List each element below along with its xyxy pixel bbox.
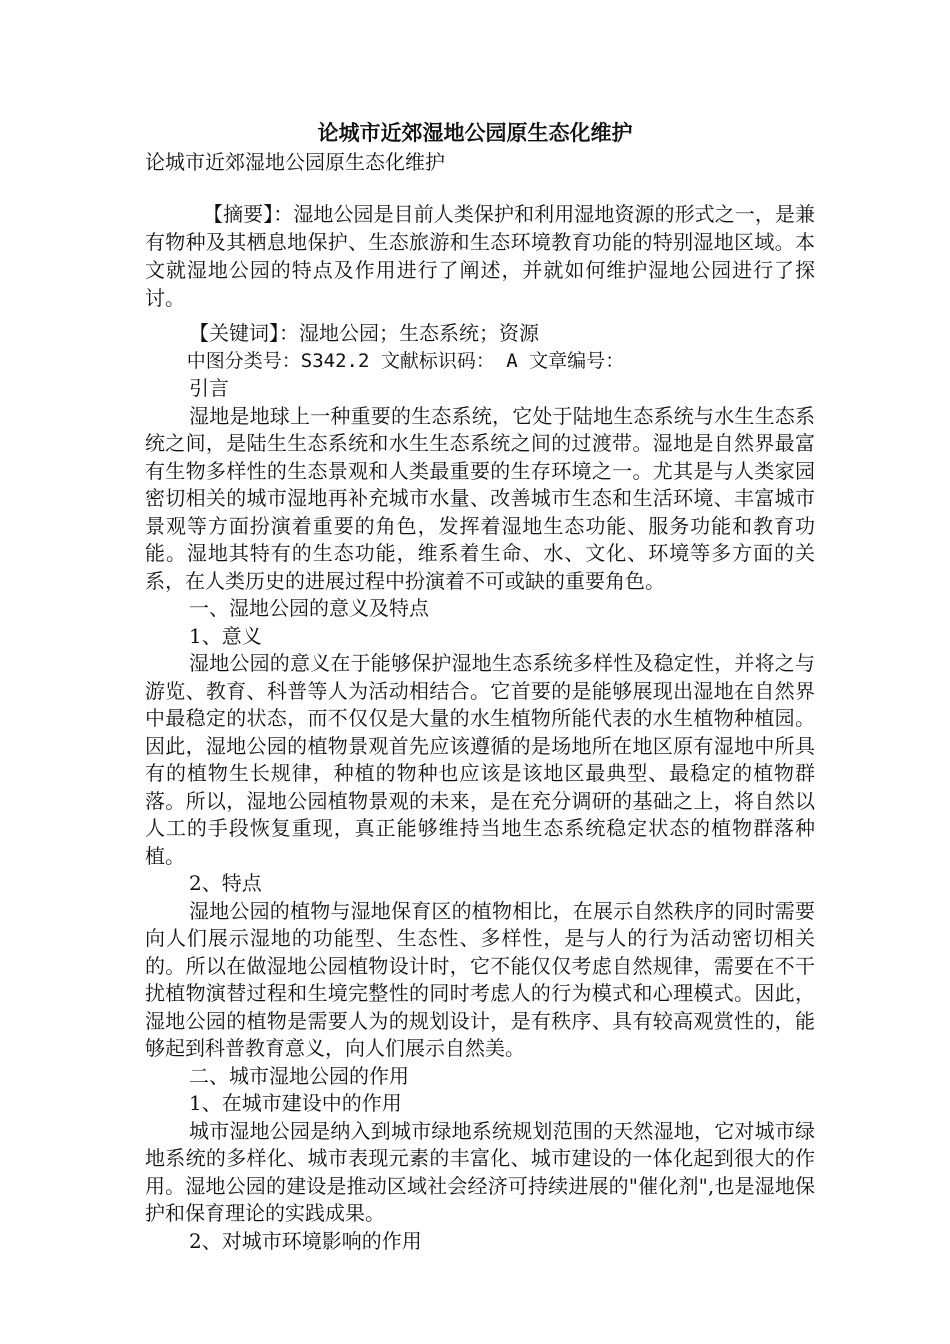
section-2-2-heading: 2、对城市环境影响的作用 <box>189 1228 422 1253</box>
document-body <box>145 320 815 1255</box>
abstract-paragraph: 【摘要】：湿地公园是目前人类保护和利用湿地资源的形式之一，是兼有物种及其栖息地保护、生态旅游和生态环境教育功能的特别湿地区域。本文就湿地公园的特点及作用进行了阐述，并就如何维护湿地公园进行了探讨。 <box>145 202 815 310</box>
section-1-heading: 一、湿地公园的意义及特点 <box>189 596 429 620</box>
document-title: 论城市近郊湿地公园原生态化维护 <box>317 120 633 145</box>
section-1-2-heading: 2、特点 <box>189 871 262 895</box>
section-2-heading: 二、城市湿地公园的作用 <box>189 1063 409 1088</box>
section-2-1-heading: 1、在城市建设中的作用 <box>189 1091 402 1115</box>
section-1-1-heading: 1、意义 <box>189 623 262 648</box>
intro-paragraph: 湿地是地球上一种重要的生态系统，它处于陆地生态系统与水生生态系统之间，是陆生生态系统和水生生态系统之间的过渡带。湿地是自然界最富有生物多样性的生态景观和人类最重要的生存环境之一。尤其是与人类家园密切相关的城市湿地再补充城市水量、改善城市生态和生活环境、丰富城市景观等方面扮演着重要的角色，发挥着湿地生态功能、服务功能和教育功能。湿地其特有的生态功能，维系着生命、水、文化、环境等多方面的关系，在人类历史的进展过程中扮演着不可或缺的重要角色。 <box>145 403 815 593</box>
section-1-1-paragraph: 湿地公园的意义在于能够保护湿地生态系统多样性及稳定性，并将之与游览、教育、科普等人为活动相结合。它首要的是能够展现出湿地在自然界中最稳定的状态，而不仅仅是大量的水生植物所能代表的水生植物种植园。因此，湿地公园的植物景观首先应该遵循的是场地所在地区原有湿地中所具有的植物生长规律，种植的物种也应该是该地区最典型、最稳定的植物群落。所以，湿地公园植物景观的未来，是在充分调研的基础之上，将自然以人工的手段恢复重现，真正能够维持当地生态系统稳定状态的植物群落种植。 <box>145 651 815 868</box>
document-subtitle: 论城市近郊湿地公园原生态化维护 <box>145 150 445 174</box>
keywords-line: 【关键词】：湿地公园；生态系统；资源 <box>189 321 539 345</box>
section-2-1-paragraph: 城市湿地公园是纳入到城市绿地系统规划范围的天然湿地，它对城市绿地系统的多样化、城市表现元素的丰富化、城市建设的一体化起到很大的作用。湿地公园的建设是推动区域社会经济可持续进展的"催化剂",也是湿地保护和保育理论的实践成果。 <box>145 1118 815 1225</box>
classification-line: 中图分类号：S342.2 文献标识码： A 文章编号： <box>186 349 625 372</box>
intro-heading: 引言 <box>189 376 229 400</box>
section-1-2-paragraph: 湿地公园的植物与湿地保育区的植物相比，在展示自然秩序的同时需要向人们展示湿地的功能型、生态性、多样性，是与人的行为活动密切相关的。所以在做湿地公园植物设计时，它不能仅仅考虑自然规律，需要在不干扰植物演替过程和生境完整性的同时考虑人的行为模式和心理模式。因此，湿地公园的植物是需要人为的规划设计，是有秩序、具有较高观赏性的，能够起到科普教育意义，向人们展示自然美。 <box>145 898 815 1060</box>
